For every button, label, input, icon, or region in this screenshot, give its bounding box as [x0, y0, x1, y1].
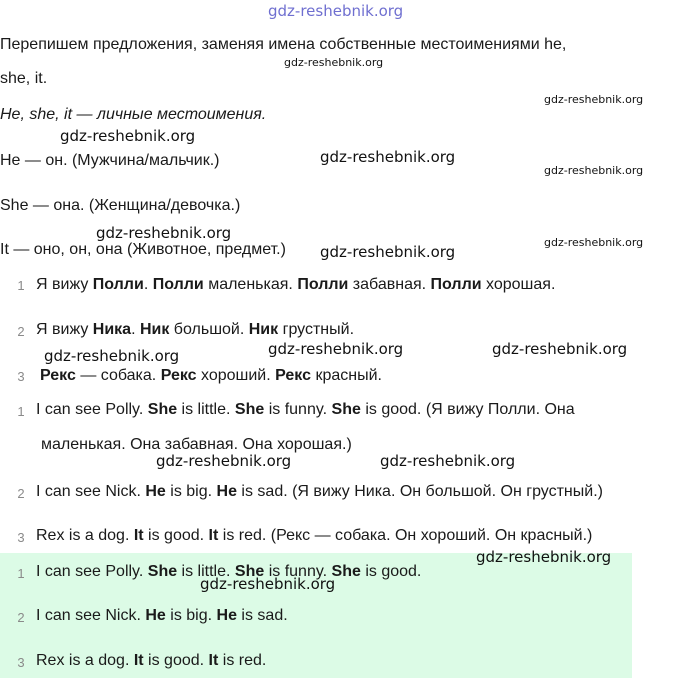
watermark: gdz-reshebnik.org: [200, 575, 336, 593]
watermark: gdz-reshebnik.org: [284, 56, 384, 69]
watermark: gdz-reshebnik.org: [320, 148, 456, 166]
list-number: 2: [17, 324, 25, 339]
pronoun-he: He — он. (Мужчина/мальчик.): [0, 152, 220, 169]
list-number: 3: [17, 369, 25, 384]
watermark-top: gdz-reshebnik.org: [268, 2, 404, 20]
watermark: gdz-reshebnik.org: [60, 127, 196, 145]
intro-line-2: she, it.: [0, 70, 48, 87]
answer-sentence-2: I can see Nick. He is big. He is sad.: [36, 607, 288, 624]
list-number: 2: [17, 486, 25, 501]
list-number: 1: [17, 278, 25, 293]
watermark: gdz-reshebnik.org: [156, 452, 292, 470]
translated-sentence-1: I can see Polly. She is little. She is funny. She is good. (Я вижу Полли. Она: [36, 401, 575, 418]
list-number: 1: [17, 404, 25, 419]
source-sentence-3: Рекс — собака. Рекс хороший. Рекс красный.: [40, 367, 382, 384]
watermark: gdz-reshebnik.org: [476, 548, 612, 566]
watermark: gdz-reshebnik.org: [544, 164, 644, 177]
watermark: gdz-reshebnik.org: [44, 347, 180, 365]
watermark: gdz-reshebnik.org: [380, 452, 516, 470]
watermark: gdz-reshebnik.org: [96, 224, 232, 242]
pronoun-it: It — оно, он, она (Животное, предмет.): [0, 241, 286, 258]
answer-sentence-3: Rex is a dog. It is good. It is red.: [36, 652, 267, 669]
list-number: 2: [17, 610, 25, 625]
watermark: gdz-reshebnik.org: [268, 340, 404, 358]
watermark: gdz-reshebnik.org: [544, 236, 644, 249]
list-number: 3: [17, 530, 25, 545]
source-sentence-2: Я вижу Ника. Ник большой. Ник грустный.: [36, 321, 355, 338]
list-number: 1: [17, 566, 25, 581]
list-number: 3: [17, 655, 25, 670]
watermark: gdz-reshebnik.org: [492, 340, 628, 358]
source-sentence-1: Я вижу Полли. Полли маленькая. Полли забавная. Полли хорошая.: [36, 276, 556, 293]
watermark: gdz-reshebnik.org: [320, 243, 456, 261]
translated-sentence-1-line-2: маленькая. Она забавная. Она хорошая.): [41, 436, 352, 453]
translated-sentence-2: I can see Nick. He is big. He is sad. (Я вижу Ника. Он большой. Он грустный.): [36, 483, 603, 500]
intro-line-1: Перепишем предложения, заменяя имена собственные местоимениями he,: [0, 36, 567, 53]
pronoun-she: She — она. (Женщина/девочка.): [0, 197, 241, 214]
watermark: gdz-reshebnik.org: [544, 93, 644, 106]
pronoun-note: He, she, it — личные местоимения.: [0, 106, 267, 123]
answer-sentence-1: I can see Polly. She is little. She is funny. She is good.: [36, 563, 422, 580]
translated-sentence-3: Rex is a dog. It is good. It is red. (Рекс — собака. Он хороший. Он красный.): [36, 527, 593, 544]
